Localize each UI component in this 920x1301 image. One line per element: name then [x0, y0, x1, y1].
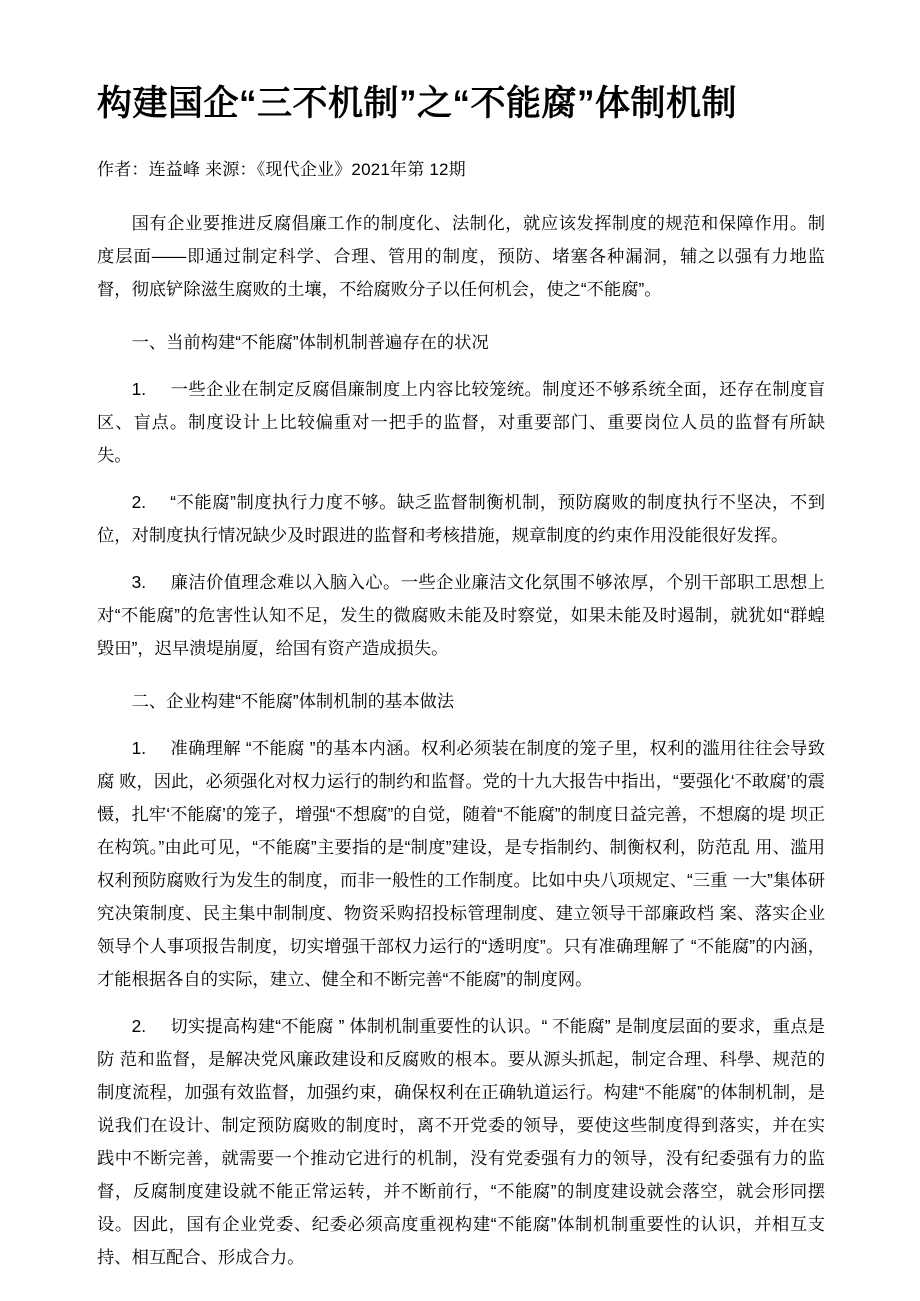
list-item [97, 1010, 825, 1274]
section-heading-1: 一、当前构建“不能腐”体制机制普遍存在的状况 [131, 331, 489, 352]
page-content-column [97, 0, 825, 1274]
section-heading-2: 二、企业构建“不能腐”体制机制的基本做法 [131, 690, 455, 711]
page-title: 构建国企“三不机制”之“不能腐”体制机制 [97, 84, 738, 123]
list-item-number: 1. [131, 737, 147, 758]
document-body [97, 183, 825, 1274]
byline: 作者：连益峰 来源：《现代企业》2021年第 12期 [97, 160, 466, 180]
list-item-text: 准确理解 “不能腐 ”的基本内涵。权利必须装在制度的笼子里，权利的滥用往往会导致腐 败，因此，必须强化对权力运行的制约和监督。党的十九大报告中指出，“要强化‘不敢腐’的震慑，扎牢‘不能腐’的笼子，增强“不想腐”的自觉，随着“不能腐”的制度日益完善，不想腐的堤 坝正在构筑。”由此可见，“不能腐”主要指的是“制度”建设，是专指制约、制衡权利，防范乱 用、滥用权利预防腐败行为发生的制度，而非一般性的工作制度。比如中央八项规定、“三重 一大”集体研究决策制度、民主集中制制度、物资采购招投标管理制度、建立领导干部廉政档 案、落实企业领导个人事项报告制度，切实增强干部权力运行的“透明度”。只有准确理解了 “不能腐”的内涵，才能根据各自的实际，建立、健全和不断完善“不能腐”的制度网。 [97, 737, 825, 989]
list-item-text: 一些企业在制定反腐倡廉制度上内容比较笼统。制度还不够系统全面，还存在制度盲区、盲点。制度设计上比较偏重对一把手的监督，对重要部门、重要岗位人员的监督有所缺 失。 [97, 378, 825, 465]
intro-paragraph: 国有企业要推进反腐倡廉工作的制度化、法制化，就应该发挥制度的规范和保障作用。制 度层面——即通过制定科学、合理、管用的制度，预防、堵塞各种漏洞，辅之以强有力地监 督，彻底铲除滋生腐败的土壤，不给腐败分子以任何机会，使之“不能腐”。 [97, 212, 825, 299]
list-item-number: 2. [131, 491, 147, 512]
list-item [97, 732, 825, 1010]
list-item [97, 566, 825, 679]
list-item [97, 486, 825, 566]
list-item-text: 切实提高构建“不能腐 ” 体制机制重要性的认识。“ 不能腐” 是制度层面的要求，重点是防 范和监督，是解决党风廉政建设和反腐败的根本。要从源头抓起，制定合理、科學、规范的制度流程，加强有效监督，加强约束，确保权利在正确轨道运行。构建“不能腐”的体制机制，是 说我们在设计、制定预防腐败的制度时，离不开党委的领导，要使这些制度得到落实，并在实 践中不断完善，就需要一个推动它进行的机制，没有党委强有力的领导，没有纪委强有力的监 督，反腐制度建设就不能正常运转，并不断前行，“不能腐”的制度建设就会落空，就会形同摆 设。因此，国有企业党委、纪委必须高度重视构建“不能腐”体制机制重要性的认识，并相互支 持、相互配合、形成合力。 [97, 1015, 825, 1267]
list-item-number: 3. [131, 571, 147, 592]
list-item-text: “不能腐”制度执行力度不够。缺乏监督制衡机制，预防腐败的制度执行不坚决，不到位，对制度执行情况缺少及时跟进的监督和考核措施，规章制度的约束作用没能很好发挥。 [97, 491, 825, 545]
list-item-text: 廉洁价值理念难以入脑入心。一些企业廉洁文化氛围不够浓厚，个别干部职工思想上对“不能腐”的危害性认知不足，发生的微腐败未能及时察觉，如果未能及时遏制，就犹如“群蝗 毁田”，迟早溃堤崩厦，给国有资产造成损失。 [97, 571, 825, 658]
list-item [97, 373, 825, 486]
list-item-number: 1. [131, 378, 147, 399]
list-item-number: 2. [131, 1015, 147, 1036]
